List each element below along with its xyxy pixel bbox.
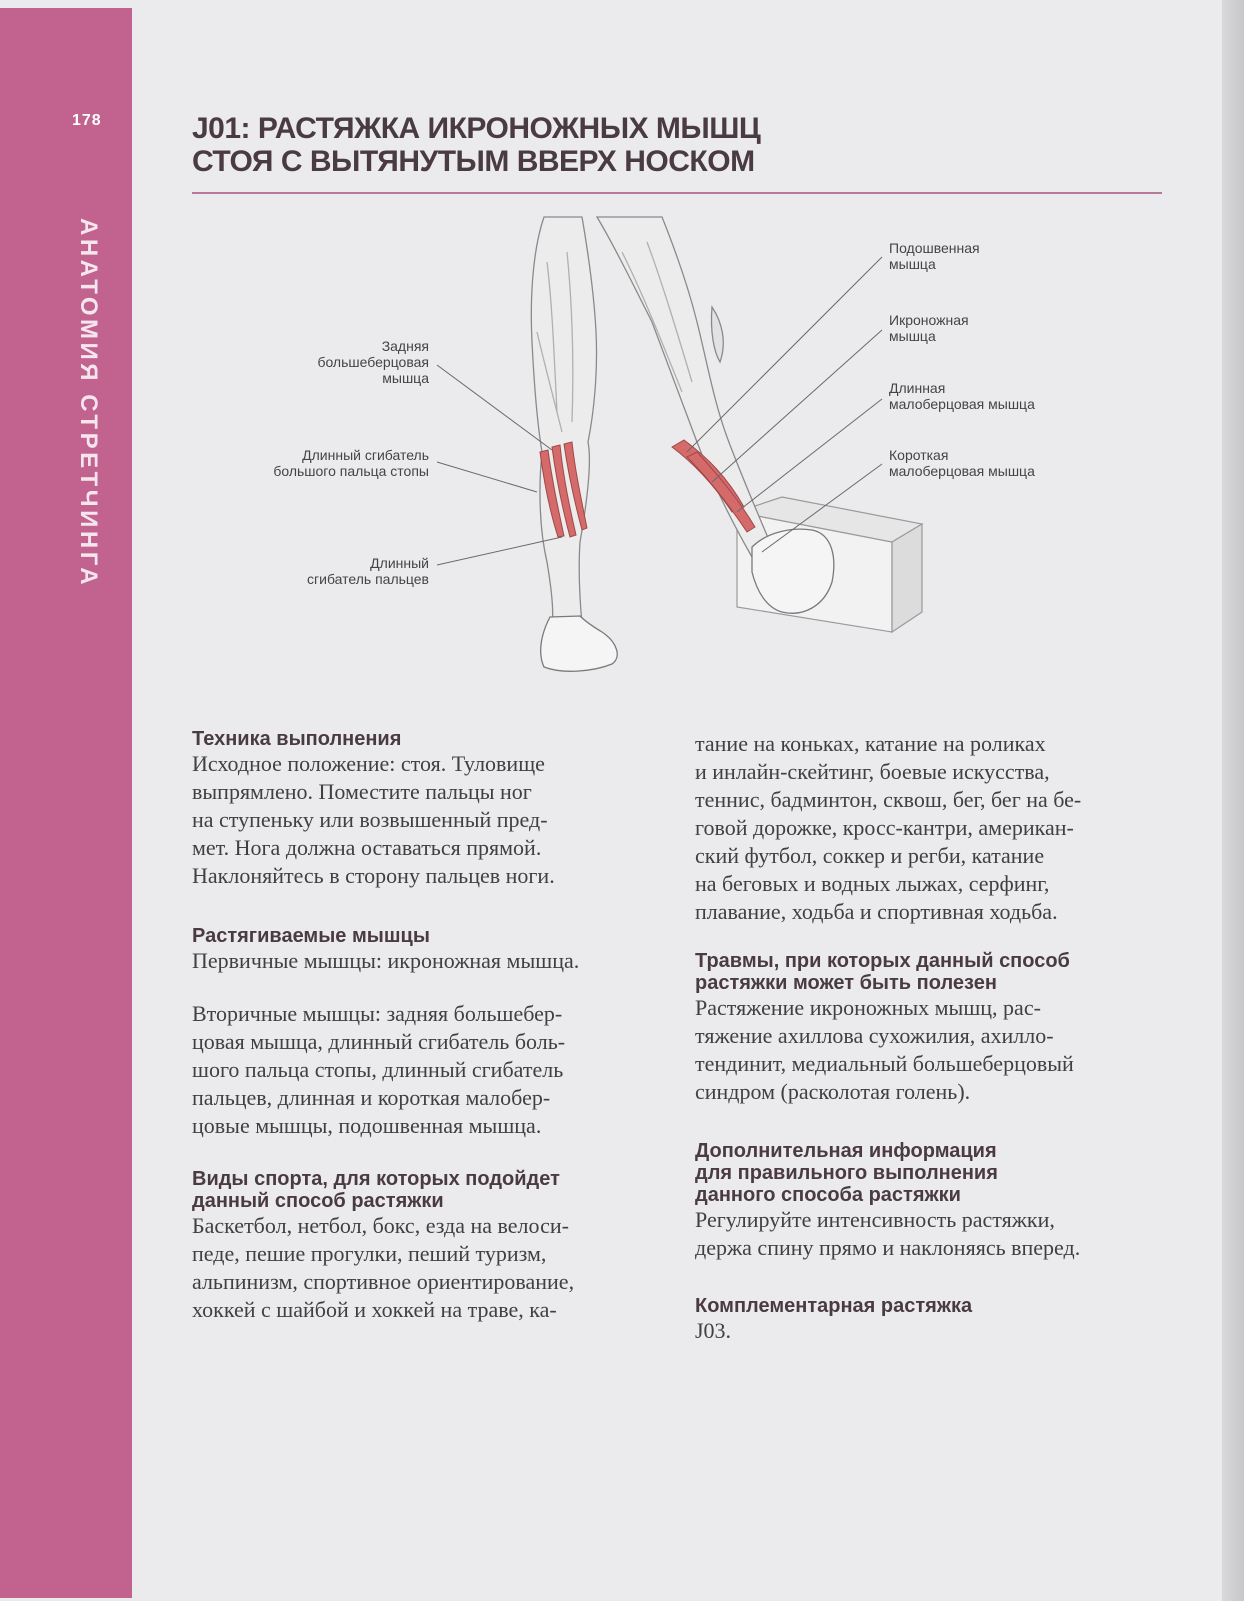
label-peroneus-longus: Длинная малоберцовая мышца [889, 380, 1035, 412]
injuries-heading: Травмы, при которых данный способ растяжки может быть полезен [695, 950, 1070, 994]
sports-text-continued: тание на коньках, катание на роликах и инлайн-скейтинг, боевые искусства, теннис, бадминтон, сквош, бег, бег на бе- говой дорожке, кросс-кантри, американ- ский футбол, соккер и регби, катание на беговых и водных лыжах, серфинг, плавание, ходьба и спортивная ходьба. [695, 731, 1082, 924]
secondary-muscles-section [192, 1000, 662, 1140]
secondary-muscles-text: Вторичные мышцы: задняя большебер- цовая мышца, длинный сгибатель боль- шого пальца стопы, длинный сгибатель пальцев, длинная и короткая малобер- цовые мышцы, подошвенная мышца. [192, 1001, 566, 1138]
extra-info-section [695, 1140, 1165, 1262]
technique-heading: Техника выполнения [192, 728, 402, 750]
primary-muscles-text: Первичные мышцы: икроножная мышца. [192, 948, 580, 973]
right-column [695, 730, 1165, 926]
side-section-title: АНАТОМИЯ СТРЕТЧИНГА [75, 218, 102, 589]
anatomy-illustration [192, 212, 1162, 712]
left-column [192, 728, 662, 890]
sports-section [192, 1168, 662, 1324]
title-divider [192, 192, 1162, 194]
standing-leg [531, 217, 596, 624]
title-line-2: СТОЯ С ВЫТЯНУТЫМ ВВЕРХ НОСКОМ [192, 145, 755, 178]
injuries-text: Растяжение икроножных мышц, рас- тяжение ахиллова сухожилия, ахилло- тендинит, медиальный большеберцовый синдром (расколотая голень). [695, 995, 1074, 1104]
extra-info-text: Регулируйте интенсивность растяжки, держа спину прямо и наклоняясь вперед. [695, 1207, 1081, 1260]
sports-text: Баскетбол, нетбол, бокс, езда на велоси- педе, пешие прогулки, пеший туризм, альпинизм, спортивное ориентирование, хоккей с шайбой и хоккей на траве, ка- [192, 1213, 575, 1322]
label-flexor-digitorum-longus: Длинный сгибатель пальцев [307, 555, 429, 587]
label-plantaris: Подошвенная мышца [889, 240, 980, 272]
page-number: 178 [72, 112, 102, 129]
complementary-heading: Комплементарная растяжка [695, 1295, 973, 1317]
title-line-1: J01: РАСТЯЖКА ИКРОНОЖНЫХ МЫШЦ [192, 112, 761, 145]
left-shoe [541, 616, 618, 671]
label-peroneus-brevis: Короткая малоберцовая мышца [889, 447, 1035, 479]
muscles-heading: Растягиваемые мышцы [192, 925, 430, 947]
page-title [192, 112, 1092, 178]
label-tibialis-posterior: Задняя большеберцовая мышца [317, 338, 429, 386]
sports-heading: Виды спорта, для которых подойдет данный способ растяжки [192, 1168, 560, 1212]
muscles-section [192, 925, 662, 975]
complementary-text: J03. [695, 1318, 732, 1343]
extra-info-heading: Дополнительная информация для правильного выполнения данного способа растяжки [695, 1140, 998, 1206]
side-bar [0, 8, 132, 1598]
page-edge [1222, 0, 1244, 1601]
technique-text: Исходное положение: стоя. Туловище выпрямлено. Поместите пальцы ног на ступеньку или возвышенный пред- мет. Нога должна оставаться прямой. Наклоняйтесь в сторону пальцев ноги. [192, 751, 555, 888]
label-flexor-hallucis-longus: Длинный сгибатель большого пальца стопы [273, 447, 429, 479]
stretched-leg [597, 217, 772, 557]
label-gastrocnemius: Икроножная мышца [889, 312, 969, 344]
injuries-section [695, 950, 1165, 1106]
complementary-section [695, 1295, 1165, 1345]
